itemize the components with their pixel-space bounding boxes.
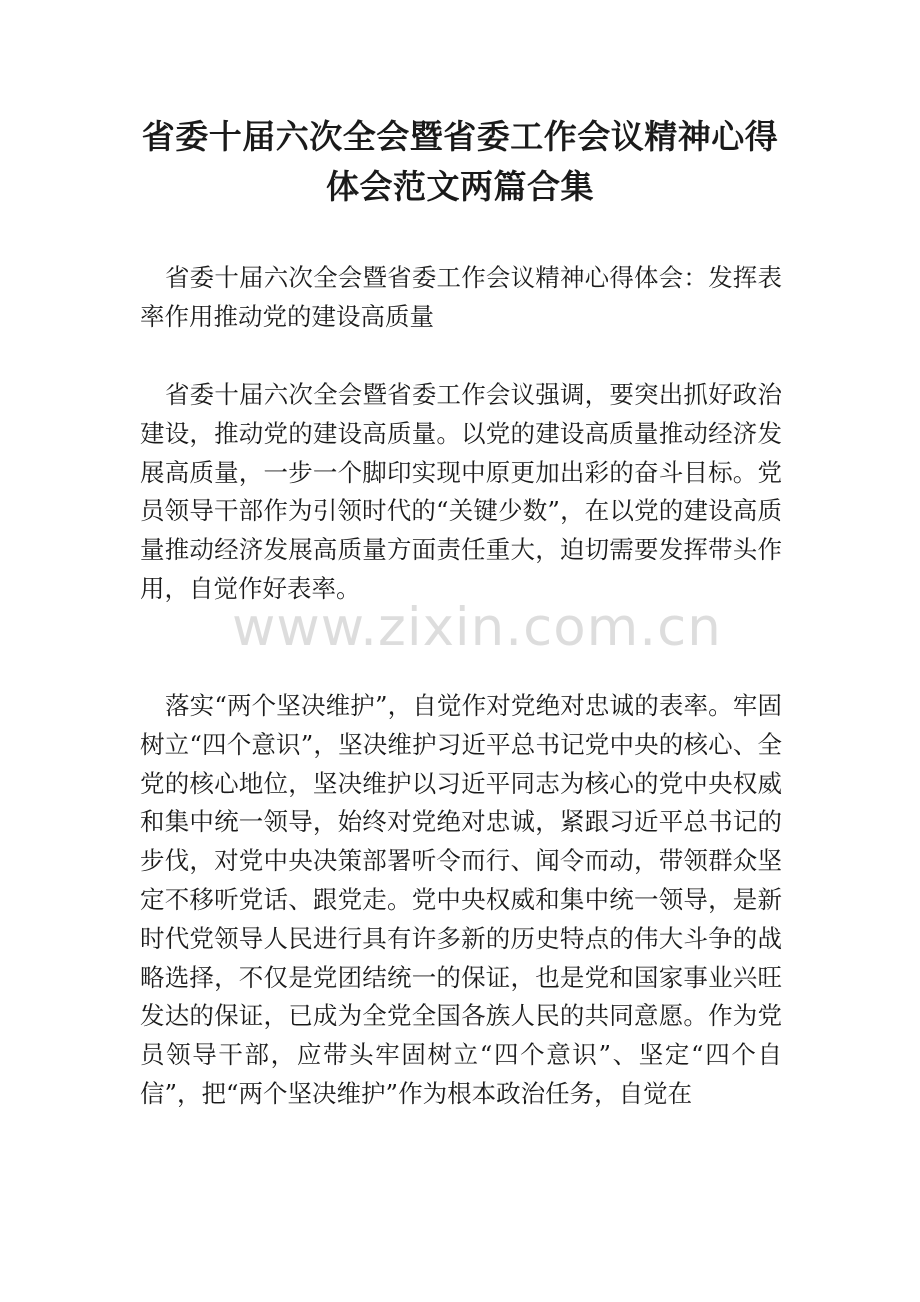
body-paragraph-1: 省委十届六次全会暨省委工作会议强调，要突出抓好政治建设，推动党的建设高质量。以党的建设高质量推动经济发展高质量，一步一个脚印实现中原更加出彩的奋斗目标。党员领导干部作为引领时代的“关键少数”，在以党的建设高质量推动经济发展高质量方面责任重大，迫切需要发挥带头作用，自觉作好表率。 <box>140 380 782 603</box>
body-paragraph-2: 落实“两个坚决维护”，自觉作对党绝对忠诚的表率。牢固树立“四个意识”，坚决维护习近平总书记党中央的核心、全党的核心地位，坚决维护以习近平同志为核心的党中央权威和集中统一领导，始终对党绝对忠诚，紧跟习近平总书记的步伐，对党中央决策部署听令而行、闻令而动，带领群众坚定不移听党话、跟党走。党中央权威和集中统一领导，是新时代党领导人民进行具有许多新的历史特点的伟大斗争的战略选择，不仅是党团结统一的保证，也是党和国家事业兴旺发达的保证，已成为全党全国各族人民的共同意愿。作为党员领导干部，应带头牢固树立“四个意识”、坚定“四个自信”，把“两个坚决维护”作为根本政治任务，自觉在 <box>140 691 782 1108</box>
watermark: www.zixin.com.cn <box>232 597 722 658</box>
subtitle-paragraph: 省委十届六次全会暨省委工作会议精神心得体会：发挥表率作用推动党的建设高质量 <box>140 263 782 331</box>
document-title: 省委十届六次全会暨省委工作会议精神心得体会范文两篇合集 <box>141 117 779 206</box>
